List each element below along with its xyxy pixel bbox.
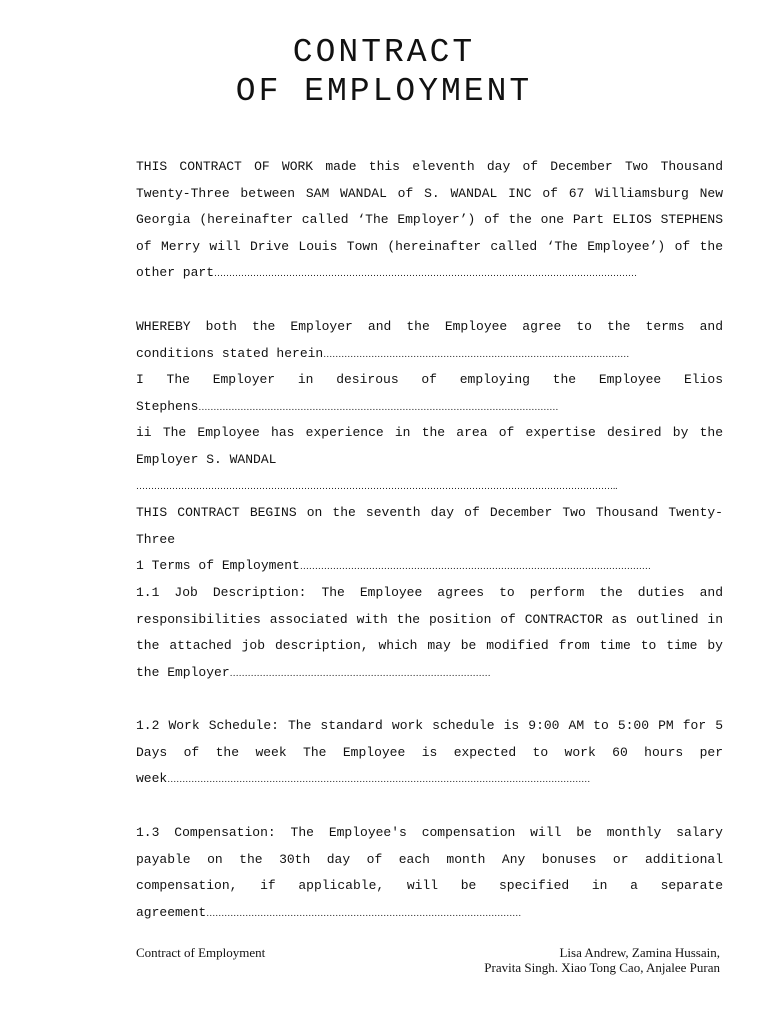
paragraph-1-1 (136, 580, 723, 686)
dot-leader: …………………………………………………………………………… (229, 667, 491, 678)
title-line-2: OF EMPLOYMENT (235, 73, 533, 110)
footer-document-title: Contract of Employment (136, 945, 266, 960)
dot-leader: ………………………………………………………………………………………………………… (198, 401, 559, 412)
paragraph-1-2 (136, 713, 723, 793)
paragraph-ii (136, 420, 723, 500)
paragraph-1-3 (136, 820, 723, 926)
paragraph-text: THIS CONTRACT BEGINS on the seventh day of December Two Thousand Twenty-Three (136, 505, 723, 547)
dot-leader: ………………………………………………………………………………………… (323, 348, 630, 359)
dot-leader: …………………………………………………………………………………………… (206, 907, 522, 918)
footer-authors (484, 945, 720, 975)
footer-authors-line-2: Pravita Singh. Xiao Tong Cao, Anjalee Puran (484, 960, 720, 975)
title-line-1: CONTRACT (292, 34, 476, 71)
paragraph-contract-begins (136, 500, 723, 553)
paragraph-intro (136, 154, 723, 287)
dot-leader: …………………………………………………………………………………………………………………………………………….. (136, 481, 618, 492)
footer-authors-line-1: Lisa Andrew, Zamina Hussain, (559, 945, 720, 960)
paragraph-i (136, 367, 723, 420)
paragraph-text: 1 Terms of Employment (136, 558, 300, 573)
paragraph-text: ii The Employee has experience in the area of expertise desired by the Employer S. WANDAL (136, 425, 723, 467)
paragraph-text: 1.1 Job Description: The Employee agrees to perform the duties and responsibilities associated with the position of CONTRACTOR as outlined in the attached job description, which may be modified from time to time by the Employer (136, 585, 723, 680)
paragraph-text: THIS CONTRACT OF WORK made this eleventh day of December Two Thousand Twenty-Three between SAM WANDAL of S. WANDAL INC of 67 Williamsburg New Georgia (hereinafter called ‘The Employer’) of the one Part ELIOS STEPHENS of Merry will Drive Louis Town (hereinafter called ‘The Employee’) of the other part (136, 159, 723, 281)
dot-leader: …………………………………………………………………………………………………………………………… (167, 774, 591, 785)
dot-leader: …………………………………………………………………………………………………………………………… (214, 268, 638, 279)
paragraph-text: WHEREBY both the Employer and the Employee agree to the terms and conditions stated herein (136, 319, 723, 361)
dot-leader: ……………………………………………………………………………………………………… (299, 561, 651, 571)
paragraph-text: I The Employer in desirous of employing the Employee Elios Stephens (136, 372, 723, 414)
paragraph-text: 1.2 Work Schedule: The standard work schedule is 9:00 AM to 5:00 PM for 5 Days of the week The Employee is expected to work 60 hours per week (136, 718, 723, 787)
paragraph-text: 1.3 Compensation: The Employee's compensation will be monthly salary payable on the 30th day of each month Any bonuses or additional compensation, if applicable, will be specified in a separate agreement (136, 825, 723, 920)
paragraph-whereby (136, 314, 723, 367)
section-heading-terms (136, 553, 723, 580)
